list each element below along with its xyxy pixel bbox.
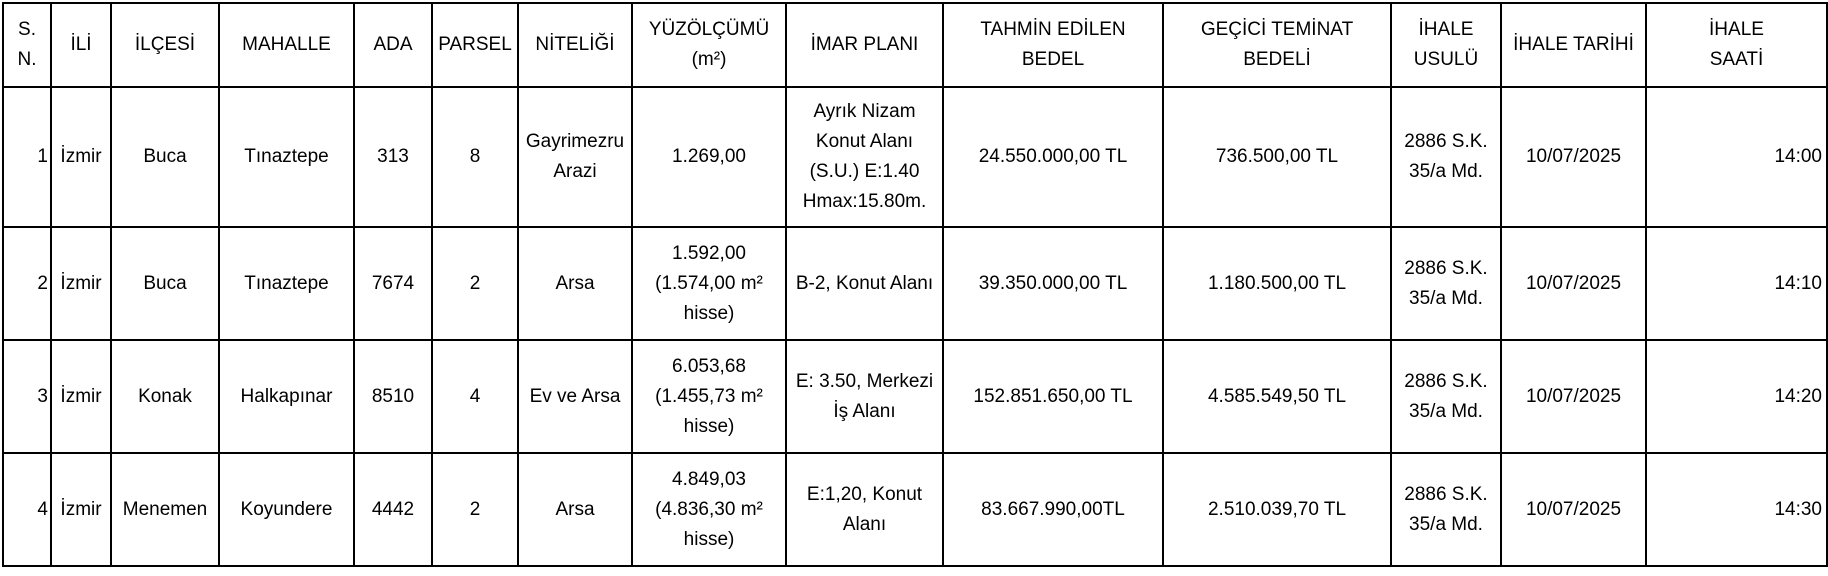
table-row [3, 227, 1827, 340]
header-property-type: NİTELİĞİ [518, 3, 632, 87]
cell-zoning-plan: E:1,20, Konut Alanı [786, 453, 943, 566]
cell-zoning-plan: E: 3.50, Merkezi İş Alanı [786, 340, 943, 453]
cell-province: İzmir [51, 227, 111, 340]
cell-sequence-no: 2 [3, 227, 51, 340]
header-row [3, 3, 1827, 87]
cell-block: 313 [354, 87, 432, 227]
cell-auction-date: 10/07/2025 [1501, 87, 1646, 227]
header-parcel: PARSEL [432, 3, 518, 87]
header-block: ADA [354, 3, 432, 87]
cell-area: 4.849,03 (4.836,30 m² hisse) [632, 453, 786, 566]
header-auction-time: İHALE SAATİ [1646, 3, 1827, 87]
cell-province: İzmir [51, 87, 111, 227]
cell-property-type: Arsa [518, 227, 632, 340]
cell-area: 6.053,68 (1.455,73 m² hisse) [632, 340, 786, 453]
cell-auction-method: 2886 S.K. 35/a Md. [1391, 227, 1501, 340]
cell-neighborhood: Koyundere [219, 453, 354, 566]
cell-parcel: 2 [432, 227, 518, 340]
cell-province: İzmir [51, 340, 111, 453]
header-zoning-plan: İMAR PLANI [786, 3, 943, 87]
cell-property-type: Gayrimezru Arazi [518, 87, 632, 227]
cell-parcel: 2 [432, 453, 518, 566]
header-neighborhood: MAHALLE [219, 3, 354, 87]
cell-sequence-no: 1 [3, 87, 51, 227]
header-area: YÜZÖLÇÜMÜ (m²) [632, 3, 786, 87]
header-estimated-value: TAHMİN EDİLEN BEDEL [943, 3, 1163, 87]
cell-provisional-deposit: 736.500,00 TL [1163, 87, 1391, 227]
cell-sequence-no: 4 [3, 453, 51, 566]
header-provisional-deposit: GEÇİCİ TEMİNAT BEDELİ [1163, 3, 1391, 87]
auction-table [2, 2, 1828, 567]
table-row [3, 453, 1827, 566]
cell-auction-method: 2886 S.K. 35/a Md. [1391, 340, 1501, 453]
cell-auction-date: 10/07/2025 [1501, 453, 1646, 566]
cell-provisional-deposit: 1.180.500,00 TL [1163, 227, 1391, 340]
cell-auction-date: 10/07/2025 [1501, 340, 1646, 453]
cell-auction-method: 2886 S.K. 35/a Md. [1391, 87, 1501, 227]
cell-estimated-value: 39.350.000,00 TL [943, 227, 1163, 340]
cell-auction-time: 14:30 [1646, 453, 1827, 566]
header-district: İLÇESİ [111, 3, 219, 87]
header-sequence-no: S. N. [3, 3, 51, 87]
cell-block: 7674 [354, 227, 432, 340]
cell-provisional-deposit: 2.510.039,70 TL [1163, 453, 1391, 566]
cell-district: Buca [111, 87, 219, 227]
cell-property-type: Ev ve Arsa [518, 340, 632, 453]
cell-auction-date: 10/07/2025 [1501, 227, 1646, 340]
cell-parcel: 4 [432, 340, 518, 453]
cell-block: 8510 [354, 340, 432, 453]
cell-district: Buca [111, 227, 219, 340]
cell-area: 1.269,00 [632, 87, 786, 227]
header-auction-date: İHALE TARİHİ [1501, 3, 1646, 87]
table-row [3, 340, 1827, 453]
cell-estimated-value: 83.667.990,00TL [943, 453, 1163, 566]
cell-district: Konak [111, 340, 219, 453]
cell-auction-method: 2886 S.K. 35/a Md. [1391, 453, 1501, 566]
cell-area: 1.592,00 (1.574,00 m² hisse) [632, 227, 786, 340]
cell-estimated-value: 24.550.000,00 TL [943, 87, 1163, 227]
cell-provisional-deposit: 4.585.549,50 TL [1163, 340, 1391, 453]
cell-property-type: Arsa [518, 453, 632, 566]
header-province: İLİ [51, 3, 111, 87]
header-auction-method: İHALE USULÜ [1391, 3, 1501, 87]
cell-auction-time: 14:00 [1646, 87, 1827, 227]
cell-auction-time: 14:10 [1646, 227, 1827, 340]
cell-estimated-value: 152.851.650,00 TL [943, 340, 1163, 453]
cell-province: İzmir [51, 453, 111, 566]
cell-neighborhood: Tınaztepe [219, 227, 354, 340]
cell-parcel: 8 [432, 87, 518, 227]
cell-district: Menemen [111, 453, 219, 566]
cell-sequence-no: 3 [3, 340, 51, 453]
cell-block: 4442 [354, 453, 432, 566]
cell-auction-time: 14:20 [1646, 340, 1827, 453]
cell-neighborhood: Tınaztepe [219, 87, 354, 227]
table-row [3, 87, 1827, 227]
cell-zoning-plan: Ayrık Nizam Konut Alanı (S.U.) E:1.40 Hmax:15.80m. [786, 87, 943, 227]
cell-zoning-plan: B-2, Konut Alanı [786, 227, 943, 340]
cell-neighborhood: Halkapınar [219, 340, 354, 453]
